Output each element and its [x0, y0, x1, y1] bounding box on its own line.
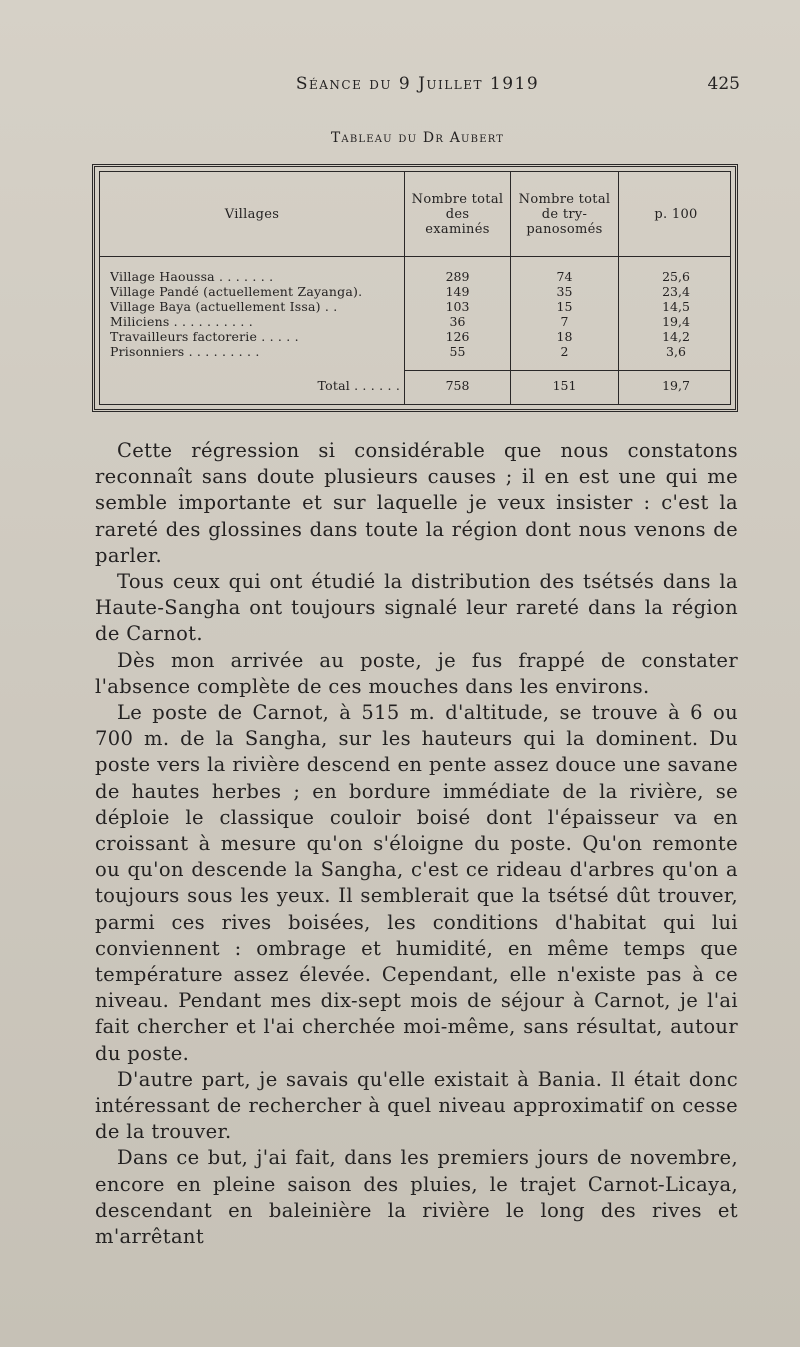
- table-row: [100, 344, 730, 359]
- running-header: [95, 74, 740, 104]
- row-trypanosomed: 18: [556, 329, 573, 344]
- row-examined: 55: [449, 344, 466, 359]
- row-percent: 25,6: [662, 269, 690, 284]
- row-examined: 126: [445, 329, 470, 344]
- paragraph: D'autre part, je savais qu'elle existait à Bania. Il était donc intéressant de rechercher à quel niveau approximatif on cesse de la trouver.: [95, 1067, 738, 1144]
- table-row: [100, 314, 730, 329]
- row-examined: 149: [445, 284, 470, 299]
- row-trypanosomed: 2: [560, 344, 569, 359]
- total-percent: 19,7: [662, 378, 690, 393]
- row-percent: 19,4: [662, 314, 690, 329]
- paragraph: Cette régression si considérable que nous constatons reconnaît sans doute plusieurs causes ; il en est une qui me semble importante et sur laquelle je veux insister : c'est la rareté des glossines dans toute la région dont nous venons de parler.: [95, 439, 738, 567]
- row-label: Travailleurs factorerie . . . . .: [110, 329, 299, 344]
- data-table-inner: [99, 171, 731, 405]
- column-header-examined: Nombre total des examinés: [411, 191, 504, 237]
- row-trypanosomed: 7: [560, 314, 569, 329]
- table-row: [100, 299, 730, 314]
- row-percent: 14,2: [662, 329, 690, 344]
- column-header-villages: Villages: [224, 206, 280, 222]
- row-label: Prisonniers . . . . . . . . .: [110, 344, 260, 359]
- table-row: [100, 269, 730, 284]
- paragraph: Tous ceux qui ont étudié la distribution des tsétsés dans la Haute-Sangha ont toujours signalé leur rareté dans la région de Carnot.: [95, 570, 738, 646]
- paragraph: Le poste de Carnot, à 515 m. d'altitude, se trouve à 6 ou 700 m. de la Sangha, sur les hauteurs qui la dominent. Du poste vers la rivière descend en pente assez douce une savane de hautes herbes ; en bordure immédiate de la rivière, se déploie le classique couloir boisé dont l'épaisseur va en croissant à mesure qu'on s'éloigne du poste. Qu'on remonte ou qu'on descende la Sangha, c'est ce rideau d'arbres qu'on a toujours sous les yeux. Il semblerait que la tsétsé dût trouver, parmi ces rives boisées, les conditions d'habitat qui lui conviennent : ombrage et humidité, en même temps que température assez élevée. Cependant, elle n'existe pas à ce niveau. Pendant mes dix-sept mois de séjour à Carnot, je l'ai fait chercher et l'ai cherchée moi-même, sans résultat, autour du poste.: [95, 701, 738, 1065]
- row-label: Village Baya (actuellement Issa) . .: [110, 299, 338, 314]
- bottom-rule: [100, 404, 730, 405]
- total-trypanosomed: 151: [552, 378, 577, 393]
- row-label: Miliciens . . . . . . . . . .: [110, 314, 253, 329]
- total-examined: 758: [445, 378, 470, 393]
- paragraph: Dans ce but, j'ai fait, dans les premiers jours de novembre, encore en pleine saison des pluies, le trajet Carnot-Licaya, descendant en baleinière la rivière le long des rives et m'arrêtant: [95, 1146, 738, 1249]
- row-label: Village Pandé (actuellement Zayanga).: [110, 284, 363, 299]
- row-label: Village Haoussa . . . . . . .: [110, 269, 274, 284]
- row-trypanosomed: 35: [556, 284, 573, 299]
- row-percent: 3,6: [666, 344, 686, 359]
- page-number: 425: [707, 74, 740, 94]
- total-rule: [404, 370, 730, 371]
- paragraph: Dès mon arrivée au poste, je fus frappé de constater l'absence complète de ces mouches dans les environs.: [95, 648, 738, 698]
- column-header-percent: p. 100: [654, 206, 698, 222]
- data-table: [92, 164, 738, 412]
- row-examined: 289: [445, 269, 470, 284]
- table-row: [100, 329, 730, 344]
- table-row: [100, 284, 730, 299]
- table-title: Tableau du Dr Aubert: [330, 130, 505, 146]
- body-text: [95, 438, 738, 1250]
- header-rule: [100, 256, 730, 257]
- column-header-trypanosomed: Nombre total de try- panosomés: [518, 191, 611, 237]
- total-label: Total . . . . . .: [317, 378, 400, 393]
- row-trypanosomed: 74: [556, 269, 573, 284]
- row-trypanosomed: 15: [556, 299, 573, 314]
- row-examined: 36: [449, 314, 466, 329]
- total-row: [100, 378, 730, 393]
- running-title: Séance du 9 Juillet 1919: [295, 74, 540, 94]
- row-examined: 103: [445, 299, 470, 314]
- row-percent: 23,4: [662, 284, 690, 299]
- row-percent: 14,5: [662, 299, 690, 314]
